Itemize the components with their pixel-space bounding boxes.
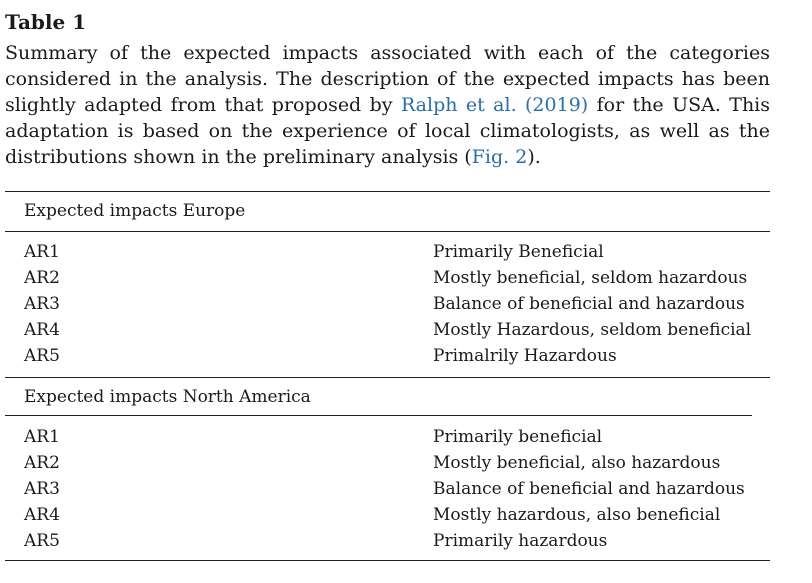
table-row	[24, 320, 769, 346]
table-row	[24, 479, 769, 505]
section-header-north-america: Expected impacts North America	[24, 387, 311, 407]
table-row	[24, 453, 769, 479]
category-code: AR4	[24, 505, 60, 525]
category-code: AR2	[24, 453, 60, 473]
impact-description: Balance of beneficial and hazardous	[433, 479, 745, 499]
fig2-reference-link[interactable]: Fig. 2	[471, 146, 528, 168]
table-row	[24, 505, 769, 531]
table-row	[24, 346, 769, 372]
north-america-header-rule	[5, 415, 752, 416]
table-row	[24, 427, 769, 453]
table-row	[24, 268, 769, 294]
impact-description: Mostly hazardous, also beneficial	[433, 505, 721, 525]
section-divider-rule	[5, 377, 770, 378]
impact-description: Mostly beneficial, also hazardous	[433, 453, 721, 473]
impact-description: Balance of beneficial and hazardous	[433, 294, 745, 314]
table-title: Table 1	[5, 10, 87, 34]
table-caption	[5, 40, 770, 170]
caption-text-3: ).	[527, 146, 541, 168]
category-code: AR3	[24, 294, 60, 314]
table-row	[24, 531, 769, 557]
table-top-rule	[5, 191, 770, 192]
category-code: AR4	[24, 320, 60, 340]
category-code: AR1	[24, 242, 60, 262]
caption-text-1: Summary of the expected impacts associated with each of the categories considered in the analysis. The description of the expected impacts has been slightly adapted from that proposed by	[5, 42, 770, 116]
impact-description: Primarily Beneficial	[433, 242, 604, 262]
europe-header-rule	[5, 231, 770, 232]
ralph-citation-link[interactable]: Ralph et al. (2019)	[400, 94, 589, 116]
table-bottom-rule	[5, 560, 770, 561]
category-code: AR5	[24, 346, 60, 366]
table-row	[24, 242, 769, 268]
impact-description: Primarily beneficial	[433, 427, 603, 447]
table-row	[24, 294, 769, 320]
category-code: AR1	[24, 427, 60, 447]
category-code: AR2	[24, 268, 60, 288]
section-header-europe: Expected impacts Europe	[24, 201, 246, 221]
impact-description: Mostly Hazardous, seldom beneficial	[433, 320, 752, 340]
impact-description: Primarily hazardous	[433, 531, 608, 551]
category-code: AR3	[24, 479, 60, 499]
category-code: AR5	[24, 531, 60, 551]
impact-description: Mostly beneficial, seldom hazardous	[433, 268, 748, 288]
impact-description: Primalrily Hazardous	[433, 346, 617, 366]
caption-text-2: for the USA. This adaptation is based on the experience of local climatologists, as well as the distributions shown in the preliminary analysis (	[5, 94, 771, 168]
